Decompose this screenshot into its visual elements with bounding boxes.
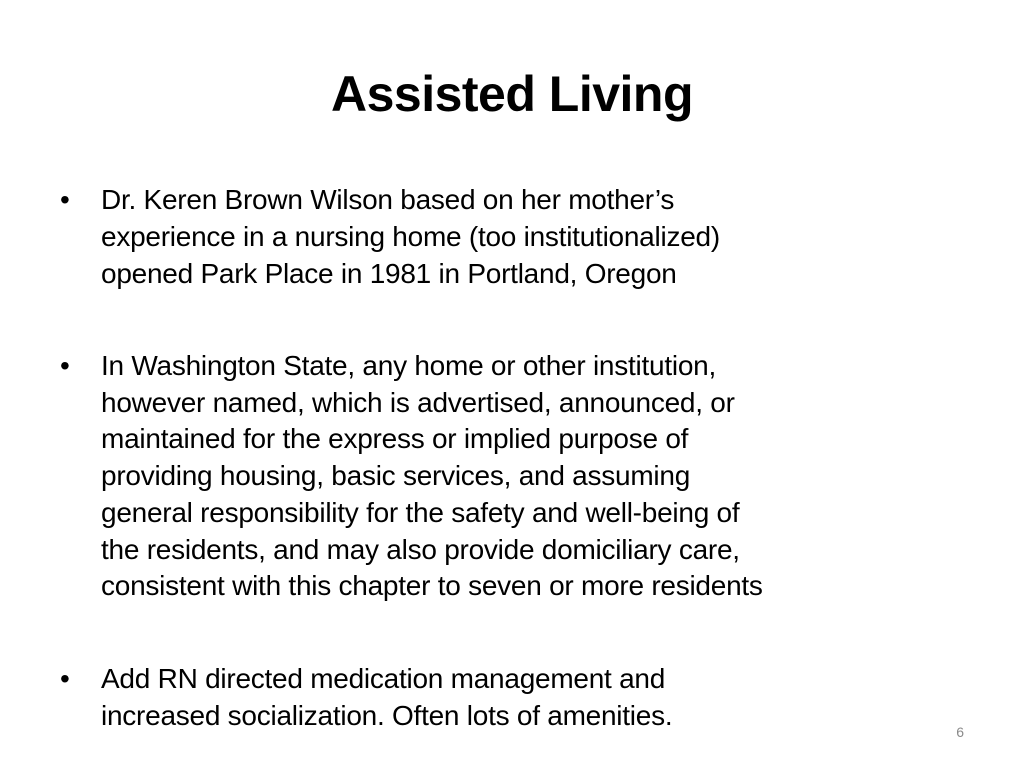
- bullet-2-line-6: the residents, and may also provide domiciliary care,: [101, 534, 740, 565]
- bullet-marker: •: [60, 663, 70, 694]
- bullet-2-line-1: In Washington State, any home or other institution,: [101, 350, 717, 381]
- page-number: 6: [956, 724, 964, 740]
- bullet-1-line-2: experience in a nursing home (too institutionalized): [101, 221, 720, 252]
- bullet-1-line-1: Dr. Keren Brown Wilson based on her mother’s: [101, 184, 675, 215]
- bullet-2-line-7: consistent with this chapter to seven or more residents: [101, 570, 763, 601]
- bullet-2-line-4: providing housing, basic services, and assuming: [101, 460, 691, 491]
- bullet-3-line-2: increased socialization. Often lots of amenities.: [101, 700, 673, 731]
- bullet-2-line-2: however named, which is advertised, announced, or: [101, 387, 735, 418]
- bullet-2-line-3: maintained for the express or implied purpose of: [101, 423, 689, 454]
- bullet-1-line-3: opened Park Place in 1981 in Portland, Oregon: [101, 258, 677, 289]
- bullet-3-line-1: Add RN directed medication management and: [101, 663, 666, 694]
- bullet-2-line-5: general responsibility for the safety and well-being of: [101, 497, 740, 528]
- slide-title: Assisted Living: [330, 66, 694, 122]
- bullet-marker: •: [60, 184, 70, 215]
- bullet-marker: •: [60, 350, 70, 381]
